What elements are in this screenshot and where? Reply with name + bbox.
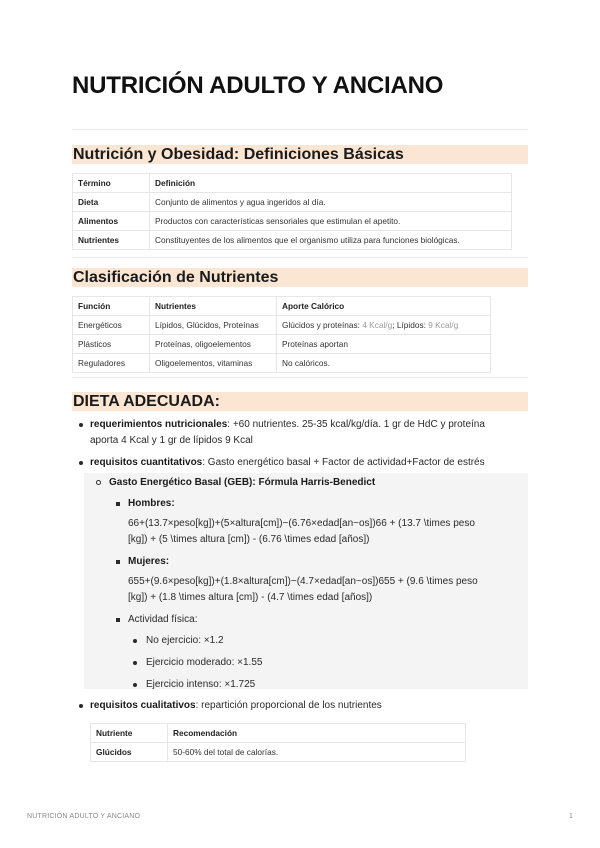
table-header-row [91, 724, 466, 743]
divider [72, 129, 528, 130]
header-termino: Término [73, 174, 150, 193]
actividad-label: Actividad física: [128, 614, 198, 625]
cell-aporte: No calóricos. [277, 354, 491, 373]
bullet [133, 639, 137, 643]
cell-term: Dieta [73, 193, 150, 212]
divider [72, 377, 528, 378]
table-row [73, 193, 512, 212]
req-nutricionales-line1 [90, 417, 485, 433]
section-heading-clasificacion: Clasificación de Nutrientes [72, 268, 528, 287]
header-nutriente: Nutriente [91, 724, 168, 743]
clasificacion-table [72, 296, 491, 373]
cell-definition: Conjunto de alimentos y agua ingeridos al día. [150, 193, 512, 212]
square-bullet [116, 502, 120, 506]
cell-funcion: Energéticos [73, 316, 150, 335]
mujeres-formula-line1: 655+(9.6×peso[kg])+(1.8×altura[cm])−(4.7×edad[an~os])655 + (9.6 \times peso [128, 576, 478, 587]
header-recomendacion: Recomendación [168, 724, 466, 743]
header-funcion: Función [73, 297, 150, 316]
table-row [73, 231, 512, 250]
cell-nutrientes: Proteínas, oligoelementos [150, 335, 277, 354]
header-nutrientes: Nutrientes [150, 297, 277, 316]
recomendacion-table [90, 723, 466, 762]
actividad-item: Ejercicio moderado: ×1.55 [146, 657, 263, 668]
cell-aporte: Proteínas aportan [277, 335, 491, 354]
req-cuantitativos-label: requisitos cuantitativos [90, 457, 203, 468]
square-bullet [116, 560, 120, 564]
bullet [133, 683, 137, 687]
cell-aporte [277, 316, 491, 335]
hombres-formula-line2: [kg]) + (5 \times altura [cm]) - (6.76 \times edad [años]) [128, 534, 370, 545]
req-nutricionales-text: : +60 nutrientes. 25-35 kcal/kg/día. 1 gr de HdC y proteína [227, 419, 485, 430]
header-aporte: Aporte Calórico [277, 297, 491, 316]
req-cualitativos-label: requisitos cualitativos [90, 700, 196, 711]
cell-recomendacion: 50-60% del total de calorías. [168, 743, 466, 762]
req-nutricionales-label: requerimientos nutricionales [90, 419, 228, 430]
req-cualitativos [90, 698, 382, 714]
req-cuantitativos-text: : Gasto energético basal + Factor de actividad+Factor de estrés [202, 457, 485, 468]
req-cuantitativos [90, 455, 485, 471]
definiciones-table [72, 173, 512, 250]
cell-nutriente: Glúcidos [91, 743, 168, 762]
bullet [133, 661, 137, 665]
cell-definition: Constituyentes de los alimentos que el organismo utiliza para funciones biológicas. [150, 231, 512, 250]
header-definicion: Definición [150, 174, 512, 193]
hombres-label: Hombres: [128, 498, 175, 509]
cell-term: Nutrientes [73, 231, 150, 250]
page-number: 1 [569, 813, 574, 820]
table-header-row [73, 174, 512, 193]
energy-value-1: 4 Kcal/g [362, 320, 393, 330]
table-row [91, 743, 466, 762]
cell-definition: Productos con características sensoriales que estimulan el apetito. [150, 212, 512, 231]
energy-text-1: Glúcidos y proteínas: [282, 320, 363, 330]
sub-bullet [96, 480, 101, 485]
cell-nutrientes: Lípidos, Glúcidos, Proteínas [150, 316, 277, 335]
section-heading-dieta: DIETA ADECUADA: [72, 392, 528, 411]
table-row [73, 316, 491, 335]
cell-funcion: Reguladores [73, 354, 150, 373]
bullet [79, 704, 83, 708]
mujeres-label: Mujeres: [128, 556, 170, 567]
table-row [73, 335, 491, 354]
cell-term: Alimentos [73, 212, 150, 231]
req-nutricionales-line2: aporta 4 Kcal y 1 gr de lípidos 9 Kcal [90, 435, 253, 446]
energy-text-2: ; Lípidos: [392, 320, 429, 330]
bullet [79, 423, 83, 427]
table-header-row [73, 297, 491, 316]
cell-nutrientes: Oligoelementos, vitaminas [150, 354, 277, 373]
table-row [73, 212, 512, 231]
mujeres-formula-line2: [kg]) + (1.8 \times altura [cm]) - (4.7 \times edad [años]) [128, 592, 373, 603]
section-heading-definiciones: Nutrición y Obesidad: Definiciones Básicas [72, 145, 528, 164]
table-row [73, 354, 491, 373]
footer-title: NUTRICIÓN ADULTO Y ANCIANO [27, 813, 141, 820]
energy-value-2: 9 Kcal/g [428, 320, 459, 330]
actividad-item: No ejercicio: ×1.2 [146, 635, 224, 646]
cell-funcion: Plásticos [73, 335, 150, 354]
page-title: NUTRICIÓN ADULTO Y ANCIANO [72, 72, 444, 99]
req-cualitativos-text: : repartición proporcional de los nutrientes [195, 700, 382, 711]
bullet [79, 461, 83, 465]
divider [72, 257, 528, 258]
geb-label: Gasto Energético Basal (GEB): Fórmula Harris-Benedict [109, 477, 376, 488]
hombres-formula-line1: 66+(13.7×peso[kg])+(5×altura[cm])−(6.76×edad[an~os])66 + (13.7 \times peso [128, 518, 475, 529]
actividad-item: Ejercicio intenso: ×1.725 [146, 679, 256, 690]
square-bullet [116, 618, 120, 622]
